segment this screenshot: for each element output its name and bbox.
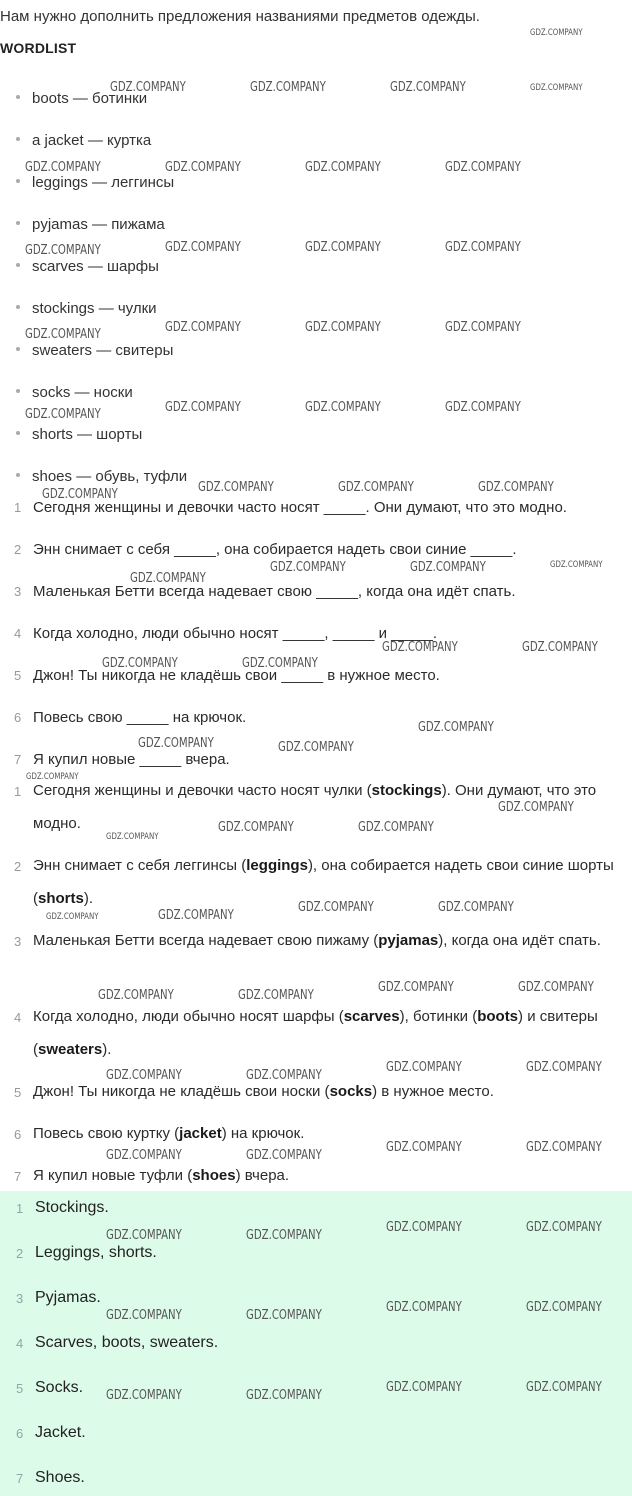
watermark-text: GDZ.COMPANY: [270, 560, 346, 575]
wordlist-item-text: shorts — шорты: [32, 426, 143, 443]
wordlist-item: [16, 132, 151, 149]
watermark-text: GDZ.COMPANY: [25, 160, 101, 175]
watermark-text: GDZ.COMPANY: [445, 160, 521, 175]
item-number: 7: [14, 1169, 22, 1184]
bullet-icon: [16, 137, 20, 141]
text-segment: Когда холодно, люди обычно носят шарфы (: [33, 1008, 344, 1025]
answer-word: stockings: [371, 782, 442, 799]
answer-text: Stockings.: [35, 1199, 109, 1216]
watermark-text: GDZ.COMPANY: [445, 400, 521, 415]
watermark-text: GDZ.COMPANY: [218, 820, 294, 835]
wordlist-item: [16, 216, 165, 233]
wordlist-item: [16, 258, 159, 275]
watermark-text: GDZ.COMPANY: [246, 1388, 322, 1403]
watermark-text: GDZ.COMPANY: [198, 480, 274, 495]
item-number: 1: [14, 500, 22, 515]
exercise-text: Энн снимает с себя _____, она собирается надеть свои синие _____.: [33, 541, 517, 558]
wordlist-item: [16, 384, 133, 401]
text-segment: ) и свитеры (: [33, 1008, 598, 1058]
answer-word: scarves: [343, 1008, 400, 1025]
text-segment: ), когда она идёт спать.: [438, 932, 601, 949]
wordlist-item-text: pyjamas — пижама: [32, 216, 165, 233]
watermark-text: GDZ.COMPANY: [305, 240, 381, 255]
item-number: 5: [16, 1381, 24, 1396]
watermark-text: GDZ.COMPANY: [526, 1220, 602, 1235]
watermark-text: GDZ.COMPANY: [106, 1388, 182, 1403]
text-segment: ). Они думают, что это модно.: [33, 782, 597, 832]
text-segment: ).: [83, 890, 94, 907]
watermark-text: GDZ.COMPANY: [378, 980, 454, 995]
answer-word: sweaters: [38, 1041, 103, 1058]
answer-text: Scarves, boots, sweaters.: [35, 1334, 219, 1351]
wordlist-item: [16, 426, 142, 443]
wordlist-item-text: shoes — обувь, туфли: [32, 468, 188, 485]
watermark-text: GDZ.COMPANY: [26, 772, 79, 782]
text-segment: Маленькая Бетти всегда надевает свою пижаму (: [33, 932, 379, 949]
watermark-text: GDZ.COMPANY: [110, 80, 186, 95]
wordlist-item: [16, 342, 173, 359]
bullet-icon: [16, 263, 20, 267]
item-number: 2: [16, 1246, 24, 1261]
item-number: 4: [14, 1010, 22, 1025]
exercise-text: Когда холодно, люди обычно носят _____, _____ и _____.: [33, 625, 438, 642]
watermark-text: GDZ.COMPANY: [106, 1148, 182, 1163]
solution-text: [33, 1159, 628, 1192]
item-number: 4: [14, 626, 22, 641]
watermark-text: GDZ.COMPANY: [358, 820, 434, 835]
watermark-text: GDZ.COMPANY: [138, 736, 214, 751]
watermark-text: GDZ.COMPANY: [46, 912, 99, 922]
bullet-icon: [16, 347, 20, 351]
item-number: 6: [16, 1426, 24, 1441]
watermark-text: GDZ.COMPANY: [498, 800, 574, 815]
text-segment: ) вчера.: [235, 1167, 290, 1184]
watermark-text: GDZ.COMPANY: [25, 407, 101, 422]
watermark-text: GDZ.COMPANY: [530, 83, 583, 93]
item-number: 6: [14, 1127, 22, 1142]
text-segment: ) в нужное место.: [372, 1083, 494, 1100]
wordlist-item: [16, 300, 157, 317]
watermark-text: GDZ.COMPANY: [338, 480, 414, 495]
watermark-text: GDZ.COMPANY: [106, 1308, 182, 1323]
watermark-text: GDZ.COMPANY: [242, 656, 318, 671]
answer-word: boots: [477, 1008, 519, 1025]
watermark-text: GDZ.COMPANY: [98, 988, 174, 1003]
watermark-text: GDZ.COMPANY: [305, 160, 381, 175]
item-number: 4: [16, 1336, 24, 1351]
answer-text: Pyjamas.: [35, 1289, 101, 1306]
exercise-text: Джон! Ты никогда не кладёшь свои _____ в нужное место.: [33, 667, 440, 684]
watermark-text: GDZ.COMPANY: [386, 1380, 462, 1395]
wordlist-item-text: socks — носки: [32, 384, 133, 401]
wordlist-item: [16, 468, 187, 485]
watermark-text: GDZ.COMPANY: [246, 1068, 322, 1083]
watermark-text: GDZ.COMPANY: [526, 1140, 602, 1155]
watermark-text: GDZ.COMPANY: [522, 640, 598, 655]
watermark-text: GDZ.COMPANY: [106, 1068, 182, 1083]
watermark-text: GDZ.COMPANY: [158, 908, 234, 923]
watermark-text: GDZ.COMPANY: [526, 1300, 602, 1315]
watermark-text: GDZ.COMPANY: [165, 160, 241, 175]
item-number: 1: [14, 784, 22, 799]
watermark-text: GDZ.COMPANY: [386, 1220, 462, 1235]
item-number: 3: [16, 1291, 24, 1306]
wordlist-item-text: boots — ботинки: [32, 90, 148, 107]
watermark-text: GDZ.COMPANY: [238, 988, 314, 1003]
text-segment: ), ботинки (: [399, 1008, 478, 1025]
item-number: 2: [14, 542, 22, 557]
bullet-icon: [16, 431, 20, 435]
item-number: 2: [14, 859, 22, 874]
wordlist-item-text: leggings — леггинсы: [32, 174, 175, 191]
watermark-text: GDZ.COMPANY: [410, 560, 486, 575]
watermark-text: GDZ.COMPANY: [526, 1380, 602, 1395]
watermark-text: GDZ.COMPANY: [102, 656, 178, 671]
watermark-text: GDZ.COMPANY: [418, 720, 494, 735]
exercise-text: Сегодня женщины и девочки часто носят _____. Они думают, что это модно.: [33, 499, 567, 516]
answer-text: Shoes.: [35, 1469, 85, 1486]
answer-text: Leggings, shorts.: [35, 1244, 157, 1261]
text-segment: Энн снимает с себя леггинсы (: [33, 857, 247, 874]
watermark-text: GDZ.COMPANY: [382, 640, 458, 655]
wordlist-title: WORDLIST: [0, 40, 77, 56]
watermark-text: GDZ.COMPANY: [165, 400, 241, 415]
watermark-text: GDZ.COMPANY: [305, 400, 381, 415]
watermark-text: GDZ.COMPANY: [165, 320, 241, 335]
item-number: 1: [16, 1201, 24, 1216]
text-segment: Сегодня женщины и девочки часто носят чулки (: [33, 782, 372, 799]
watermark-text: GDZ.COMPANY: [165, 240, 241, 255]
watermark-text: GDZ.COMPANY: [246, 1308, 322, 1323]
item-number: 3: [14, 934, 22, 949]
watermark-text: GDZ.COMPANY: [445, 240, 521, 255]
watermark-text: GDZ.COMPANY: [438, 900, 514, 915]
answer-word: leggings: [246, 857, 308, 874]
text-segment: ) на крючок.: [221, 1125, 305, 1142]
watermark-text: GDZ.COMPANY: [518, 980, 594, 995]
watermark-text: GDZ.COMPANY: [386, 1140, 462, 1155]
watermark-text: GDZ.COMPANY: [106, 832, 159, 842]
wordlist-item-text: stockings — чулки: [32, 300, 157, 317]
watermark-text: GDZ.COMPANY: [390, 80, 466, 95]
solution-text: [33, 1000, 628, 1066]
watermark-text: GDZ.COMPANY: [130, 571, 206, 586]
text-segment: Джон! Ты никогда не кладёшь свои носки (: [33, 1083, 330, 1100]
watermark-text: GDZ.COMPANY: [530, 28, 583, 38]
bullet-icon: [16, 473, 20, 477]
answer-word: shorts: [38, 890, 84, 907]
watermark-text: GDZ.COMPANY: [25, 243, 101, 258]
bullet-icon: [16, 221, 20, 225]
bullet-icon: [16, 179, 20, 183]
wordlist-item: [16, 174, 174, 191]
item-number: 7: [14, 752, 22, 767]
watermark-text: GDZ.COMPANY: [305, 320, 381, 335]
exercise-text: Повесь свою _____ на крючок.: [33, 709, 247, 726]
item-number: 5: [14, 668, 22, 683]
bullet-icon: [16, 389, 20, 393]
answer-word: jacket: [179, 1125, 222, 1142]
exercise-text: Я купил новые _____ вчера.: [33, 751, 230, 768]
wordlist-item-text: sweaters — свитеры: [32, 342, 174, 359]
watermark-text: GDZ.COMPANY: [445, 320, 521, 335]
answer-text: Jacket.: [35, 1424, 86, 1441]
intro-text: Нам нужно дополнить предложения названиями предметов одежды.: [0, 8, 480, 25]
watermark-text: GDZ.COMPANY: [246, 1148, 322, 1163]
answer-word: shoes: [192, 1167, 236, 1184]
watermark-text: GDZ.COMPANY: [42, 487, 118, 502]
bullet-icon: [16, 95, 20, 99]
text-segment: ).: [102, 1041, 112, 1058]
watermark-text: GDZ.COMPANY: [550, 560, 603, 570]
text-segment: ), она собирается надеть свои синие шорты (: [33, 857, 614, 907]
answer-word: pyjamas: [378, 932, 439, 949]
item-number: 3: [14, 584, 22, 599]
watermark-text: GDZ.COMPANY: [106, 1228, 182, 1243]
watermark-text: GDZ.COMPANY: [278, 740, 354, 755]
answer-text: Socks.: [35, 1379, 84, 1396]
item-number: 5: [14, 1085, 22, 1100]
text-segment: Я купил новые туфли (: [33, 1167, 193, 1184]
watermark-text: GDZ.COMPANY: [478, 480, 554, 495]
wordlist-item-text: scarves — шарфы: [32, 258, 159, 275]
exercise-text: Маленькая Бетти всегда надевает свою _____, когда она идёт спать.: [33, 583, 516, 600]
watermark-text: GDZ.COMPANY: [386, 1300, 462, 1315]
wordlist-item-text: a jacket — куртка: [32, 132, 152, 149]
watermark-text: GDZ.COMPANY: [246, 1228, 322, 1243]
text-segment: Повесь свою куртку (: [33, 1125, 180, 1142]
watermark-text: GDZ.COMPANY: [298, 900, 374, 915]
watermark-text: GDZ.COMPANY: [250, 80, 326, 95]
answer-word: socks: [329, 1083, 373, 1100]
watermark-text: GDZ.COMPANY: [386, 1060, 462, 1075]
watermark-text: GDZ.COMPANY: [526, 1060, 602, 1075]
bullet-icon: [16, 305, 20, 309]
item-number: 7: [16, 1471, 24, 1486]
solution-text: [33, 924, 628, 957]
watermark-text: GDZ.COMPANY: [25, 327, 101, 342]
item-number: 6: [14, 710, 22, 725]
